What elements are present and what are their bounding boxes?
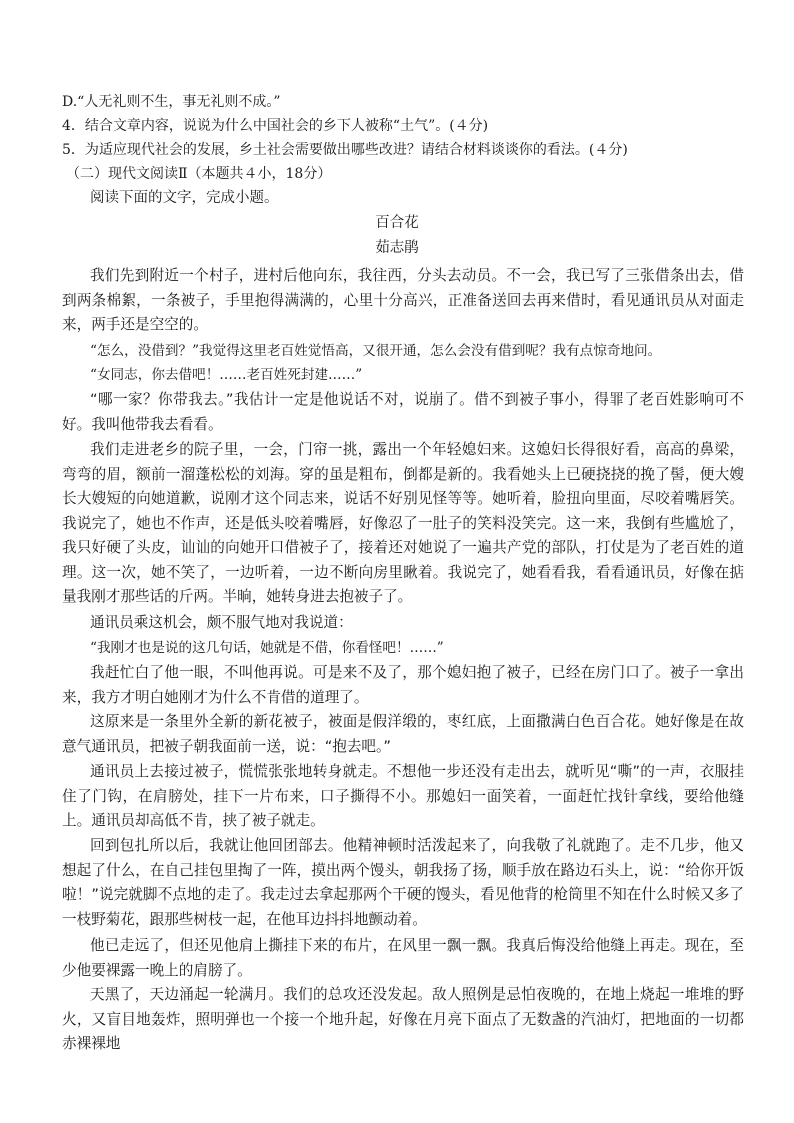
article-paragraph: “女同志，你去借吧！……老百姓死封建……” (90, 367, 363, 383)
question-5: 5．为适应现代社会的发展，乡土社会需要做出哪些改进？请结合材料谈谈你的看法。(４分) (62, 142, 628, 158)
reading-instruction: 阅读下面的文字，完成小题。 (90, 190, 279, 206)
article-paragraph: “我刚才也是说的这几句话，她就是不借，你看怪吧！……” (90, 640, 444, 656)
option-d: D.“人无礼则不生，事无礼则不成。” (62, 94, 281, 110)
article-paragraph: “怎么，没借到？”我觉得这里老百姓觉悟高，又很开通，怎么会没有借到呢？我有点惊奇地问。 (90, 343, 662, 359)
article-title: 百合花 (375, 215, 419, 231)
question-4: 4．结合文章内容，说说为什么中国社会的乡下人被称“土气”。(４分) (62, 118, 489, 134)
article-paragraph: 他已走远了，但还见他肩上撕挂下来的布片，在风里一飘一飘。我真后悔没给他缝上再走。现在，至少他要裸露一晚上的肩膀了。 (62, 937, 744, 979)
article-paragraph: 我赶忙白了他一眼，不叫他再说。可是来不及了，那个媳妇抱了被子，已经在房门口了。被子一拿出来，我方才明白她刚才为什么不肯借的道理了。 (62, 664, 744, 706)
article-paragraph: 通讯员上去接过被子，慌慌张张地转身就走。不想他一步还没有走出去，就听见“嘶”的一声，衣服挂住了门钩，在肩膀处，挂下一片布来，口子撕得不小。那媳妇一面笑着，一面赶忙找针拿线，要给他缝上。通讯员却高低不肯，挟了被子就走。 (62, 763, 744, 829)
article-paragraph: 我们走进老乡的院子里，一会，门帘一挑，露出一个年轻媳妇来。这媳妇长得很好看，高高的鼻梁，弯弯的眉，额前一溜蓬松松的刘海。穿的虽是粗布，倒都是新的。我看她头上已硬挠挠的挽了髻，便大嫂长大嫂短的向她道歉，说刚才这个同志来，说话不好别见怪等等。她听着，脸扭向里面，尽咬着嘴唇笑。我说完了，她也不作声，还是低头咬着嘴唇，好像忍了一肚子的笑料没笑完。这一来，我倒有些尴尬了，我只好硬了头皮，讪讪的向她开口借被子了，接着还对她说了一遍共产党的部队，打仗是为了老百姓的道理。这一次，她不笑了，一边听着，一边不断向房里瞅着。我说完了，她看看我，看看通讯员，好像在掂量我刚才那些话的斤两。半晌，她转身进去抱被子了。 (62, 441, 744, 605)
article-paragraph: 回到包扎所以后，我就让他回团部去。他精神顿时活泼起来了，向我敬了礼就跑了。走不几步，他又想起了什么，在自己挂包里掏了一阵，摸出两个馒头，朝我扬了扬，顺手放在路边石头上，说：“给你开饭啦！”说完就脚不点地的走了。我走过去拿起那两个干硬的馒头，看见他背的枪筒里不知在什么时候又多了一枝野菊花，跟那些树枝一起，在他耳边抖抖地颤动着。 (62, 837, 744, 928)
article-paragraph: 天黑了，天边涌起一轮满月。我们的总攻还没发起。敌人照例是忌怕夜晚的，在地上烧起一堆堆的野火，又盲目地轰炸，照明弹也一个接一个地升起，好像在月亮下面点了无数盏的汽油灯，把地面的一切都赤裸裸地 (62, 986, 744, 1052)
article-paragraph: “哪一家？你带我去。”我估计一定是他说话不对，说崩了。借不到被子事小，得罪了老百姓影响可不好。我叫他带我去看看。 (62, 391, 744, 433)
section-heading: （二）现代文阅读Ⅱ（本题共４小，18分） (66, 166, 332, 182)
article-paragraph: 这原来是一条里外全新的新花被子，被面是假洋缎的，枣红底，上面撒满白色百合花。她好像是在故意气通讯员，把被子朝我面前一送，说：“抱去吧。” (62, 713, 744, 755)
article-paragraph: 我们先到附近一个村子，进村后他向东，我往西，分头去动员。不一会，我已写了三张借条出去，借到两条棉絮，一条被子，手里抱得满满的，心里十分高兴，正准备送回去再来借时，看见通讯员从对面走来，两手还是空空的。 (62, 267, 744, 333)
article-author: 茹志鹃 (375, 240, 419, 256)
article-paragraph: 通讯员乘这机会，颇不服气地对我说道： (90, 614, 353, 631)
